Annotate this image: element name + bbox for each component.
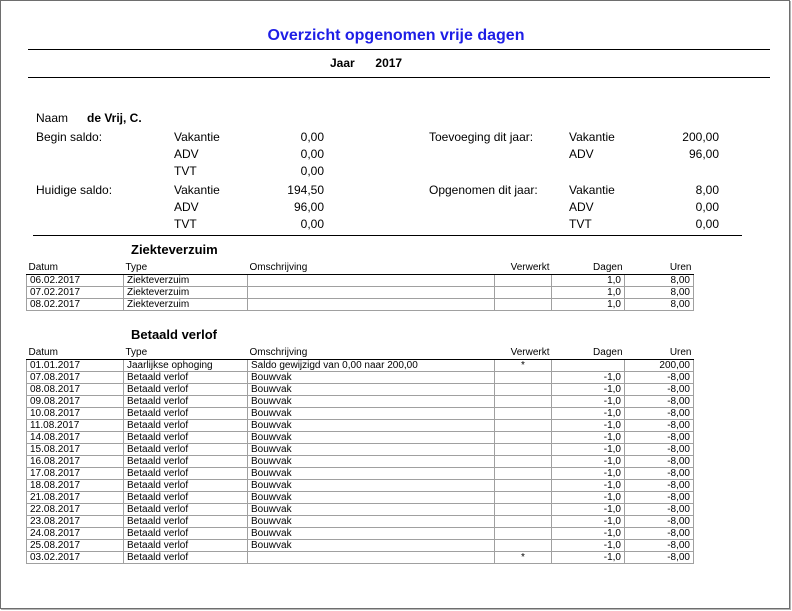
- betaald-verlof-cell-type: Betaald verlof: [124, 468, 248, 480]
- betaald-verlof-cell-dagen: -1,0: [552, 456, 625, 468]
- huidige-saldo-type-adv: ADV: [174, 200, 199, 214]
- toevoeging-type-vakantie: Vakantie: [569, 130, 615, 144]
- table-row: [27, 444, 694, 456]
- table-row: [27, 504, 694, 516]
- betaald-verlof-cell-dagen: -1,0: [552, 372, 625, 384]
- betaald-verlof-cell-datum: 09.08.2017: [27, 396, 124, 408]
- opgenomen-type-vakantie: Vakantie: [569, 183, 615, 197]
- table-row: [27, 468, 694, 480]
- betaald-verlof-cell-verwerkt: [495, 444, 552, 456]
- table-row: [27, 528, 694, 540]
- betaald-verlof-cell-uren: -8,00: [625, 552, 694, 564]
- table-row: [27, 372, 694, 384]
- betaald-verlof-cell-type: Betaald verlof: [124, 456, 248, 468]
- betaald-verlof-cell-dagen: -1,0: [552, 408, 625, 420]
- betaald-verlof-header-dagen: Dagen: [552, 347, 625, 360]
- table-row: [27, 540, 694, 552]
- betaald-verlof-cell-omschrijving: [248, 552, 495, 564]
- table-row: [27, 492, 694, 504]
- betaald-verlof-cell-omschrijving: Bouwvak: [248, 492, 495, 504]
- ziekteverzuim-header-verwerkt: Verwerkt: [495, 262, 552, 275]
- betaald-verlof-cell-datum: 24.08.2017: [27, 528, 124, 540]
- betaald-verlof-cell-verwerkt: [495, 396, 552, 408]
- betaald-verlof-header-omschrijving: Omschrijving: [248, 347, 495, 360]
- ziekteverzuim-cell-type: Ziekteverzuim: [124, 299, 248, 311]
- betaald-verlof-cell-dagen: -1,0: [552, 540, 625, 552]
- opgenomen-value-vakantie: 8,00: [695, 183, 719, 197]
- toevoeging-value-adv: 96,00: [688, 147, 719, 161]
- ziekteverzuim-cell-omschrijving: [248, 299, 495, 311]
- betaald-verlof-cell-omschrijving: Bouwvak: [248, 528, 495, 540]
- table-row: [27, 432, 694, 444]
- betaald-verlof-cell-datum: 21.08.2017: [27, 492, 124, 504]
- year-row: [330, 56, 402, 70]
- betaald-verlof-cell-verwerkt: [495, 528, 552, 540]
- betaald-verlof-cell-dagen: -1,0: [552, 432, 625, 444]
- ziekteverzuim-header-omschrijving: Omschrijving: [248, 262, 495, 275]
- betaald-verlof-cell-verwerkt: [495, 384, 552, 396]
- table-row: [27, 516, 694, 528]
- ziekteverzuim-cell-datum: 08.02.2017: [27, 299, 124, 311]
- table-row: [27, 396, 694, 408]
- betaald-verlof-cell-dagen: [552, 360, 625, 372]
- betaald-verlof-cell-uren: -8,00: [625, 444, 694, 456]
- table-row: [27, 552, 694, 564]
- betaald-verlof-cell-datum: 16.08.2017: [27, 456, 124, 468]
- ziekteverzuim-cell-datum: 06.02.2017: [27, 275, 124, 287]
- opgenomen-type-tvt: TVT: [569, 217, 592, 231]
- begin-saldo-value-adv: 0,00: [300, 147, 324, 161]
- betaald-verlof-cell-type: Betaald verlof: [124, 432, 248, 444]
- betaald-verlof-table: [26, 347, 694, 564]
- betaald-verlof-cell-type: Betaald verlof: [124, 504, 248, 516]
- betaald-verlof-cell-dagen: -1,0: [552, 396, 625, 408]
- betaald-verlof-cell-dagen: -1,0: [552, 420, 625, 432]
- betaald-verlof-cell-verwerkt: [495, 432, 552, 444]
- betaald-verlof-cell-dagen: -1,0: [552, 552, 625, 564]
- betaald-verlof-cell-verwerkt: [495, 540, 552, 552]
- betaald-verlof-cell-dagen: -1,0: [552, 468, 625, 480]
- ziekteverzuim-cell-uren: 8,00: [625, 299, 694, 311]
- year-divider: [28, 77, 770, 78]
- betaald-verlof-cell-datum: 23.08.2017: [27, 516, 124, 528]
- opgenomen-value-tvt: 0,00: [695, 217, 719, 231]
- ziekteverzuim-cell-dagen: 1,0: [552, 275, 625, 287]
- ziekteverzuim-header-type: Type: [124, 262, 248, 275]
- betaald-verlof-cell-datum: 25.08.2017: [27, 540, 124, 552]
- table-row: [27, 287, 694, 299]
- betaald-verlof-cell-omschrijving: Bouwvak: [248, 384, 495, 396]
- betaald-verlof-cell-uren: -8,00: [625, 540, 694, 552]
- table-row: [27, 275, 694, 287]
- betaald-verlof-cell-omschrijving: Bouwvak: [248, 480, 495, 492]
- betaald-verlof-cell-uren: -8,00: [625, 528, 694, 540]
- betaald-verlof-cell-datum: 14.08.2017: [27, 432, 124, 444]
- betaald-verlof-title: Betaald verlof: [131, 327, 217, 342]
- report-title: Overzicht opgenomen vrije dagen: [267, 27, 525, 44]
- betaald-verlof-cell-verwerkt: *: [495, 360, 552, 372]
- ziekteverzuim-cell-omschrijving: [248, 287, 495, 299]
- ziekteverzuim-cell-dagen: 1,0: [552, 287, 625, 299]
- betaald-verlof-cell-datum: 22.08.2017: [27, 504, 124, 516]
- betaald-verlof-cell-datum: 03.02.2017: [27, 552, 124, 564]
- betaald-verlof-cell-uren: -8,00: [625, 456, 694, 468]
- betaald-verlof-cell-uren: -8,00: [625, 492, 694, 504]
- toevoeging-value-vakantie: 200,00: [682, 130, 719, 144]
- betaald-verlof-cell-dagen: -1,0: [552, 492, 625, 504]
- begin-saldo-value-vakantie: 0,00: [300, 130, 324, 144]
- name-label: Naam: [36, 111, 69, 125]
- summary-divider: [33, 235, 742, 236]
- betaald-verlof-cell-verwerkt: [495, 492, 552, 504]
- table-row: [27, 456, 694, 468]
- betaald-verlof-cell-type: Betaald verlof: [124, 372, 248, 384]
- betaald-verlof-cell-type: Betaald verlof: [124, 480, 248, 492]
- betaald-verlof-header-uren: Uren: [625, 347, 694, 360]
- name-value: de Vrij, C.: [87, 111, 142, 125]
- table-row: [27, 408, 694, 420]
- begin-saldo-value-tvt: 0,00: [300, 164, 324, 178]
- opgenomen-label: Opgenomen dit jaar:: [429, 183, 538, 197]
- betaald-verlof-cell-uren: 200,00: [625, 360, 694, 372]
- ziekteverzuim-header-dagen: Dagen: [552, 262, 625, 275]
- betaald-verlof-cell-uren: -8,00: [625, 516, 694, 528]
- betaald-verlof-cell-type: Betaald verlof: [124, 444, 248, 456]
- betaald-verlof-cell-uren: -8,00: [625, 384, 694, 396]
- betaald-verlof-cell-type: Betaald verlof: [124, 552, 248, 564]
- ziekteverzuim-cell-verwerkt: [495, 299, 552, 311]
- begin-saldo-type-vakantie: Vakantie: [174, 130, 220, 144]
- betaald-verlof-cell-dagen: -1,0: [552, 516, 625, 528]
- betaald-verlof-cell-verwerkt: [495, 372, 552, 384]
- huidige-saldo-value-adv: 96,00: [293, 200, 324, 214]
- betaald-verlof-cell-uren: -8,00: [625, 372, 694, 384]
- betaald-verlof-cell-uren: -8,00: [625, 408, 694, 420]
- ziekteverzuim-header-uren: Uren: [625, 262, 694, 275]
- betaald-verlof-cell-omschrijving: Bouwvak: [248, 456, 495, 468]
- year-label: Jaar: [330, 56, 355, 70]
- betaald-verlof-cell-type: Betaald verlof: [124, 528, 248, 540]
- huidige-saldo-type-tvt: TVT: [174, 217, 197, 231]
- ziekteverzuim-cell-verwerkt: [495, 287, 552, 299]
- ziekteverzuim-cell-type: Ziekteverzuim: [124, 287, 248, 299]
- betaald-verlof-cell-datum: 10.08.2017: [27, 408, 124, 420]
- betaald-verlof-cell-verwerkt: [495, 468, 552, 480]
- betaald-verlof-cell-verwerkt: [495, 408, 552, 420]
- betaald-verlof-cell-uren: -8,00: [625, 432, 694, 444]
- toevoeging-type-adv: ADV: [569, 147, 594, 161]
- ziekteverzuim-table-header: [27, 262, 694, 275]
- betaald-verlof-cell-type: Betaald verlof: [124, 408, 248, 420]
- betaald-verlof-cell-uren: -8,00: [625, 420, 694, 432]
- betaald-verlof-cell-type: Betaald verlof: [124, 384, 248, 396]
- betaald-verlof-cell-datum: 15.08.2017: [27, 444, 124, 456]
- ziekteverzuim-cell-uren: 8,00: [625, 287, 694, 299]
- ziekteverzuim-cell-dagen: 1,0: [552, 299, 625, 311]
- betaald-verlof-cell-datum: 17.08.2017: [27, 468, 124, 480]
- ziekteverzuim-cell-uren: 8,00: [625, 275, 694, 287]
- table-row: [27, 299, 694, 311]
- betaald-verlof-cell-verwerkt: [495, 516, 552, 528]
- betaald-verlof-cell-omschrijving: Bouwvak: [248, 444, 495, 456]
- betaald-verlof-cell-type: Betaald verlof: [124, 516, 248, 528]
- ziekteverzuim-cell-type: Ziekteverzuim: [124, 275, 248, 287]
- ziekteverzuim-table: [26, 262, 694, 311]
- betaald-verlof-cell-dagen: -1,0: [552, 504, 625, 516]
- betaald-verlof-cell-dagen: -1,0: [552, 444, 625, 456]
- betaald-verlof-cell-omschrijving: Bouwvak: [248, 468, 495, 480]
- betaald-verlof-cell-omschrijving: Bouwvak: [248, 396, 495, 408]
- ziekteverzuim-cell-omschrijving: [248, 275, 495, 287]
- betaald-verlof-cell-omschrijving: Bouwvak: [248, 372, 495, 384]
- huidige-saldo-value-tvt: 0,00: [300, 217, 324, 231]
- begin-saldo-label: Begin saldo:: [36, 130, 103, 144]
- ziekteverzuim-title: Ziekteverzuim: [131, 242, 218, 257]
- betaald-verlof-cell-dagen: -1,0: [552, 528, 625, 540]
- year-value: 2017: [375, 56, 403, 70]
- huidige-saldo-value-vakantie: 194,50: [287, 183, 324, 197]
- betaald-verlof-cell-omschrijving: Bouwvak: [248, 432, 495, 444]
- huidige-saldo-type-vakantie: Vakantie: [174, 183, 220, 197]
- betaald-verlof-cell-type: Betaald verlof: [124, 540, 248, 552]
- betaald-verlof-cell-uren: -8,00: [625, 504, 694, 516]
- betaald-verlof-cell-uren: -8,00: [625, 396, 694, 408]
- betaald-verlof-cell-type: Betaald verlof: [124, 492, 248, 504]
- betaald-verlof-cell-dagen: -1,0: [552, 384, 625, 396]
- betaald-verlof-cell-type: Betaald verlof: [124, 420, 248, 432]
- betaald-verlof-table-header: [27, 347, 694, 360]
- title-divider: [28, 49, 770, 50]
- betaald-verlof-cell-verwerkt: *: [495, 552, 552, 564]
- betaald-verlof-cell-omschrijving: Bouwvak: [248, 420, 495, 432]
- betaald-verlof-cell-type: Jaarlijkse ophoging: [124, 360, 248, 372]
- betaald-verlof-header-verwerkt: Verwerkt: [495, 347, 552, 360]
- betaald-verlof-cell-verwerkt: [495, 504, 552, 516]
- betaald-verlof-cell-verwerkt: [495, 420, 552, 432]
- ziekteverzuim-cell-datum: 07.02.2017: [27, 287, 124, 299]
- opgenomen-value-adv: 0,00: [695, 200, 719, 214]
- table-row: [27, 480, 694, 492]
- betaald-verlof-cell-datum: 07.08.2017: [27, 372, 124, 384]
- table-row: [27, 360, 694, 372]
- betaald-verlof-cell-omschrijving: Bouwvak: [248, 516, 495, 528]
- toevoeging-label: Toevoeging dit jaar:: [429, 130, 534, 144]
- ziekteverzuim-header-datum: Datum: [27, 262, 124, 275]
- betaald-verlof-cell-omschrijving: Bouwvak: [248, 408, 495, 420]
- begin-saldo-type-tvt: TVT: [174, 164, 197, 178]
- betaald-verlof-header-type: Type: [124, 347, 248, 360]
- betaald-verlof-cell-uren: -8,00: [625, 480, 694, 492]
- betaald-verlof-cell-datum: 08.08.2017: [27, 384, 124, 396]
- betaald-verlof-header-datum: Datum: [27, 347, 124, 360]
- betaald-verlof-cell-verwerkt: [495, 456, 552, 468]
- table-row: [27, 384, 694, 396]
- betaald-verlof-cell-omschrijving: Bouwvak: [248, 504, 495, 516]
- opgenomen-type-adv: ADV: [569, 200, 594, 214]
- betaald-verlof-cell-datum: 11.08.2017: [27, 420, 124, 432]
- betaald-verlof-cell-omschrijving: Bouwvak: [248, 540, 495, 552]
- betaald-verlof-cell-datum: 01.01.2017: [27, 360, 124, 372]
- begin-saldo-type-adv: ADV: [174, 147, 199, 161]
- betaald-verlof-cell-type: Betaald verlof: [124, 396, 248, 408]
- betaald-verlof-cell-verwerkt: [495, 480, 552, 492]
- betaald-verlof-cell-omschrijving: Saldo gewijzigd van 0,00 naar 200,00: [248, 360, 495, 372]
- betaald-verlof-cell-uren: -8,00: [625, 468, 694, 480]
- huidige-saldo-label: Huidige saldo:: [36, 183, 113, 197]
- ziekteverzuim-cell-verwerkt: [495, 275, 552, 287]
- betaald-verlof-cell-datum: 18.08.2017: [27, 480, 124, 492]
- betaald-verlof-cell-dagen: -1,0: [552, 480, 625, 492]
- table-row: [27, 420, 694, 432]
